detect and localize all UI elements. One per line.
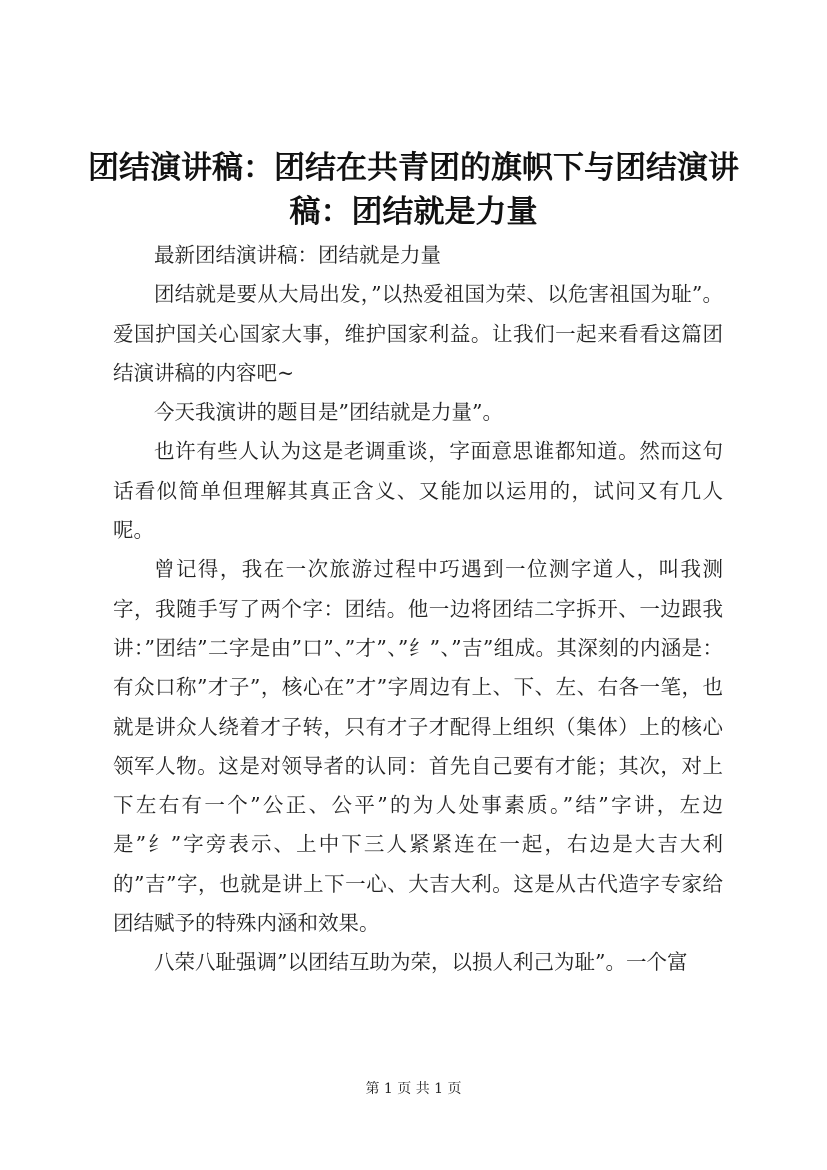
- paragraph: 八荣八耻强调”以团结互助为荣，以损人利己为耻”。一个富: [154, 950, 688, 975]
- paragraph: 今天我演讲的题目是”团结就是力量”。: [154, 400, 503, 425]
- document-body: [113, 236, 723, 983]
- document-title: 团结演讲稿：团结在共青团的旗帜下与团结演讲稿：团结就是力量: [88, 150, 739, 230]
- paragraph: 曾记得，我在一次旅游过程中巧遇到一位测字道人，叫我测字，我随手写了两个字：团结。他一边将团结二字拆开、一边跟我讲：”团结”二字是由”口”、”才”、”纟”、”吉”组成。其深刻的内涵是：有众口称”才子”，核心在”才”字周边有上、下、左、右各一笔，也就是讲众人绕着才子转，只有才子才配得上组织（集体）上的核心领军人物。这是对领导者的认同：首先自己要有才能；其次，对上下左右有一个”公正、公平”的为人处事素质。”结”字讲，左边是”纟”字旁表示、上中下三人紧紧连在一起，右边是大吉大利的”吉”字，也就是讲上下一心、大吉大利。这是从古代造字专家给团结赋予的特殊内涵和效果。: [113, 557, 723, 936]
- paragraph: 团结就是要从大局出发，”以热爱祖国为荣、以危害祖国为耻”。爱国护国关心国家大事，维护国家利益。让我们一起来看看这篇团结演讲稿的内容吧~: [113, 282, 723, 385]
- page-footer: 第 1 页 共 1 页: [365, 1081, 462, 1097]
- paragraph-subtitle: 最新团结演讲稿：团结就是力量: [154, 243, 441, 267]
- paragraph: 也许有些人认为这是老调重谈，字面意思谁都知道。然而这句话看似简单但理解其真正含义、又能加以运用的，试问又有几人呢。: [113, 439, 723, 543]
